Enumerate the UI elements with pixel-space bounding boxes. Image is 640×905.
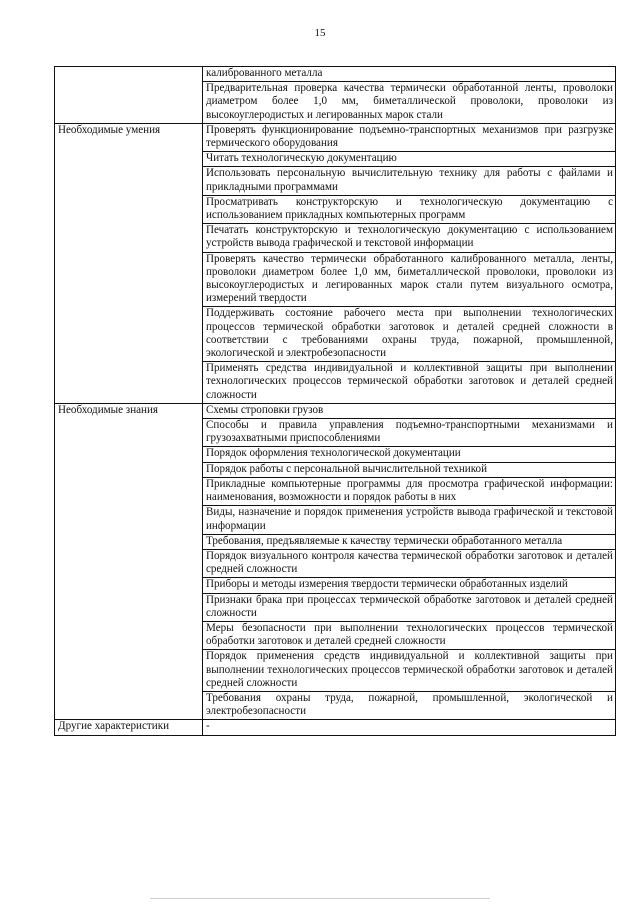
description-cell: Предварительная проверка качества термически обработанной ленты, проволоки диаметром более 1,0 мм, биметаллической проволоки, проволоки из высокоуглеродистых и легированных марок стали	[203, 82, 616, 124]
skill-item: Применять средства индивидуальной и коллективной защиты при выполнении технологических процессов термической обработки заготовок и деталей средней сложности	[203, 362, 616, 404]
skill-item: Просматривать конструкторскую и технологическую документацию с использованием прикладных компьютерных программ	[203, 195, 616, 223]
description-cell: калиброванного металла	[203, 67, 616, 82]
skill-item: Проверять функционирование подъемно-транспортных механизмов при разгрузке термического оборудования	[203, 123, 616, 151]
knowledge-item: Виды, назначение и порядок применения устройств вывода графической и текстовой информации	[203, 506, 616, 534]
category-label-knowledge: Необходимые знания	[55, 403, 203, 719]
knowledge-item: Способы и правила управления подъемно-транспортными механизмами и грузозахватными приспособлениями	[203, 419, 616, 447]
table-row	[55, 123, 616, 151]
knowledge-item: Требования, предъявляемые к качеству термически обработанного металла	[203, 534, 616, 549]
table-row	[55, 720, 616, 735]
knowledge-item: Требования охраны труда, пожарной, промышленной, экологической и электробезопасности	[203, 691, 616, 719]
table-body	[55, 67, 616, 736]
knowledge-item: Схемы строповки грузов	[203, 403, 616, 418]
table-row	[55, 403, 616, 418]
skill-item: Использовать персональную вычислительную технику для работы с файлами и прикладными программами	[203, 167, 616, 195]
table-row	[55, 67, 616, 82]
category-cell-empty	[55, 67, 203, 124]
category-label-other: Другие характеристики	[55, 720, 203, 735]
page-number: 15	[314, 27, 326, 39]
knowledge-item: Порядок применения средств индивидуальной и коллективной защиты при выполнении технологических процессов термической обработки заготовок и деталей средней сложности	[203, 650, 616, 692]
skill-item: Читать технологическую документацию	[203, 152, 616, 167]
knowledge-item: Признаки брака при процессах термической обработке заготовок и деталей средней сложности	[203, 593, 616, 621]
skill-item: Печатать конструкторскую и технологическую документацию с использованием устройств вывода графической и текстовой информации	[203, 224, 616, 252]
knowledge-item: Меры безопасности при выполнении технологических процессов термической обработки заготовок и деталей средней сложности	[203, 621, 616, 649]
knowledge-item: Порядок визуального контроля качества термической обработки заготовок и деталей средней сложности	[203, 549, 616, 577]
knowledge-item: Порядок работы с персональной вычислительной техникой	[203, 462, 616, 477]
knowledge-item: Порядок оформления технологической документации	[203, 447, 616, 462]
other-value: -	[203, 720, 616, 735]
scan-artifact-line	[150, 898, 490, 899]
knowledge-item: Прикладные компьютерные программы для просмотра графической информации: наименования, возможности и порядок работы в них	[203, 477, 616, 505]
category-label-skills: Необходимые умения	[55, 123, 203, 403]
requirements-table	[54, 66, 616, 736]
skill-item: Поддерживать состояние рабочего места при выполнении технологических процессов термической обработки заготовок и деталей средней сложности в соответствии с требованиями охраны труда, пожарной, промышленной, экологической и электробезопасности	[203, 307, 616, 362]
skill-item: Проверять качество термически обработанного калиброванного металла, ленты, проволоки диаметром более 1,0 мм, биметаллической проволоки, проволоки из высокоуглеродистых и легированных марок стали путем визуального осмотра, измерений твердости	[203, 252, 616, 307]
knowledge-item: Приборы и методы измерения твердости термически обработанных изделий	[203, 578, 616, 593]
